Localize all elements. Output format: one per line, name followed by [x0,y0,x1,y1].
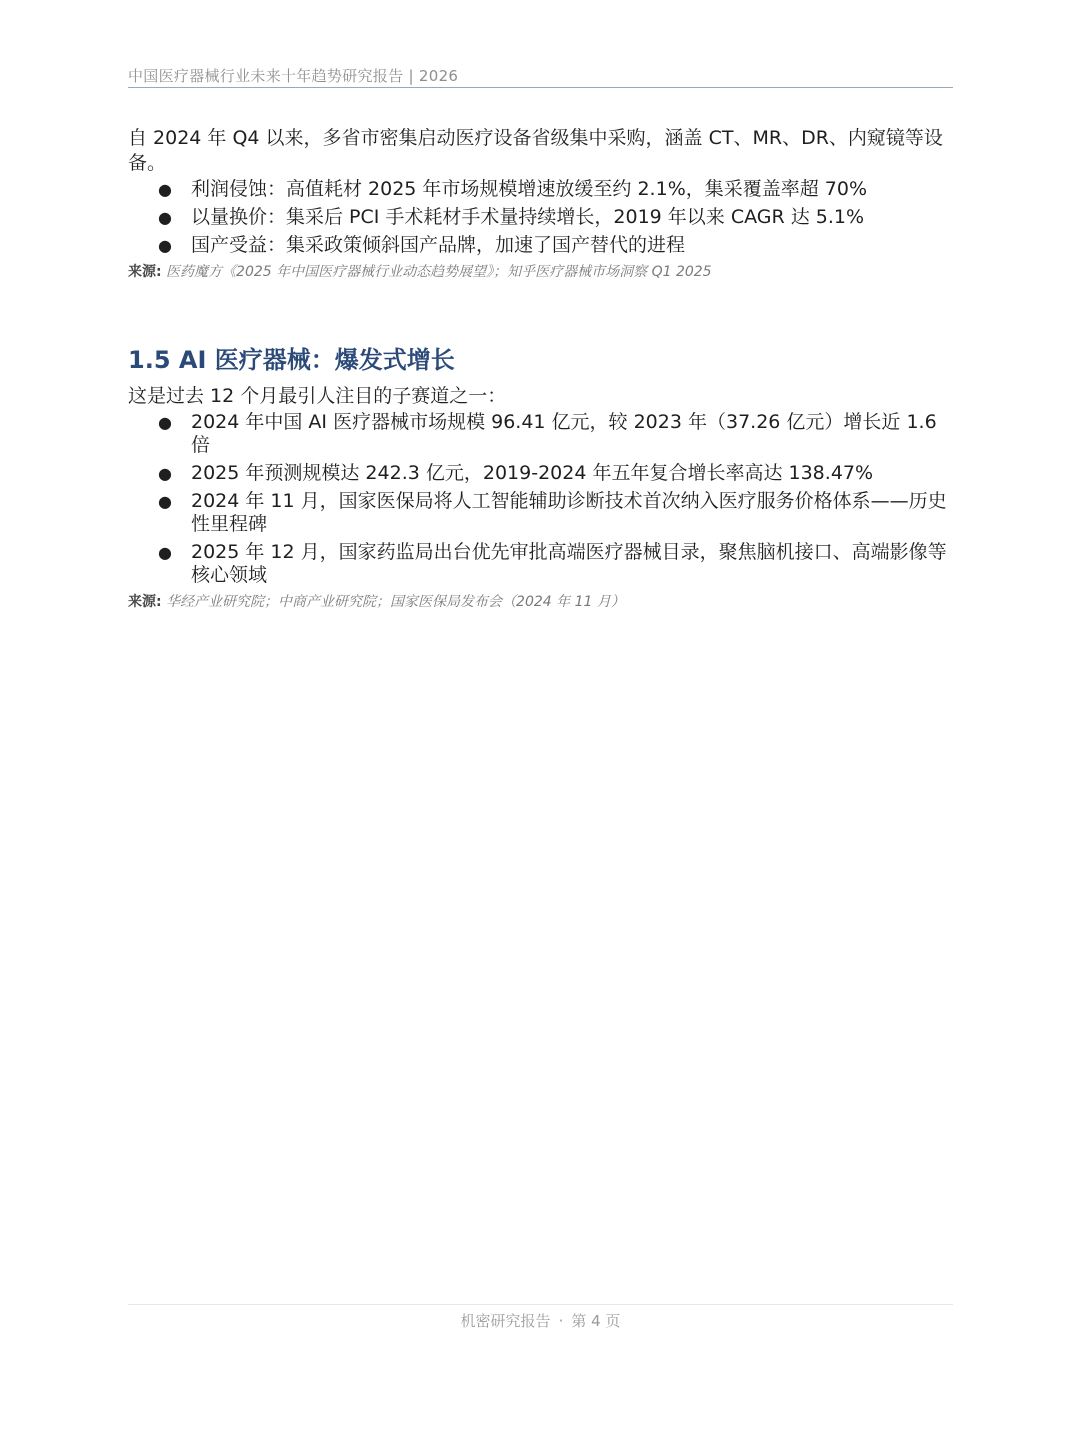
list-item-text: 2025 年预测规模达 242.3 亿元，2019-2024 年五年复合增长率高达 138.47% [191,462,874,484]
procurement-intro: 自 2024 年 Q4 以来，多省市密集启动医疗设备省级集中采购，涵盖 CT、MR、DR、内窥镜等设备。 [128,127,943,174]
footer-label: 机密研究报告 [460,1312,551,1330]
list-item [128,462,953,485]
list-item-text: 国产受益：集采政策倾斜国产品牌，加速了国产替代的进程 [191,234,686,256]
page-content [128,126,953,612]
list-item-text: 利润侵蚀：高值耗材 2025 年市场规模增速放缓至约 2.1%，集采覆盖率超 70% [191,178,868,200]
footer-separator: · [558,1312,564,1330]
list-item-text: 2024 年 11 月，国家医保局将人工智能辅助诊断技术首次纳入医疗服务价格体系——历史性里程碑 [191,490,947,535]
running-header: 中国医疗器械行业未来十年趋势研究报告 | 2026 [128,67,459,85]
bullet-icon: ● [158,180,172,199]
procurement-bullet-list [128,178,953,257]
list-item-text: 以量换价：集采后 PCI 手术耗材手术量持续增长，2019 年以来 CAGR 达 5.1% [191,206,865,228]
bullet-icon: ● [158,492,172,511]
page-number: 第 4 页 [571,1312,621,1330]
list-item [128,206,953,229]
ai-bullet-list [128,411,953,587]
ai-intro: 这是过去 12 个月最引人注目的子赛道之一： [128,385,507,407]
source-label: 来源: [128,264,162,280]
source-text: 华经产业研究院；中商产业研究院；国家医保局发布会（2024 年 11 月） [161,594,625,610]
bullet-icon: ● [158,208,172,227]
list-item-text: 2024 年中国 AI 医疗器械市场规模 96.41 亿元，较 2023 年（37.26 亿元）增长近 1.6 倍 [191,411,937,456]
list-item [128,411,953,457]
page-footer [128,1311,953,1331]
bullet-icon: ● [158,413,172,432]
section-heading-ai: 1.5 AI 医疗器械：爆发式增长 [128,346,455,374]
footer-divider [128,1304,953,1305]
source-label: 来源: [128,594,162,610]
list-item-text: 2025 年 12 月，国家药监局出台优先审批高端医疗器械目录，聚焦脑机接口、高端影像等核心领域 [191,541,947,586]
list-item [128,234,953,257]
list-item [128,541,953,587]
bullet-icon: ● [158,464,172,483]
list-item [128,178,953,201]
bullet-icon: ● [158,236,172,255]
header-divider [128,87,953,88]
source-text: 医药魔方《2025 年中国医疗器械行业动态趋势展望》；知乎医疗器械市场洞察 Q1 2025 [161,264,712,280]
list-item [128,490,953,536]
ai-source [128,592,953,612]
procurement-source [128,262,953,282]
bullet-icon: ● [158,543,172,562]
